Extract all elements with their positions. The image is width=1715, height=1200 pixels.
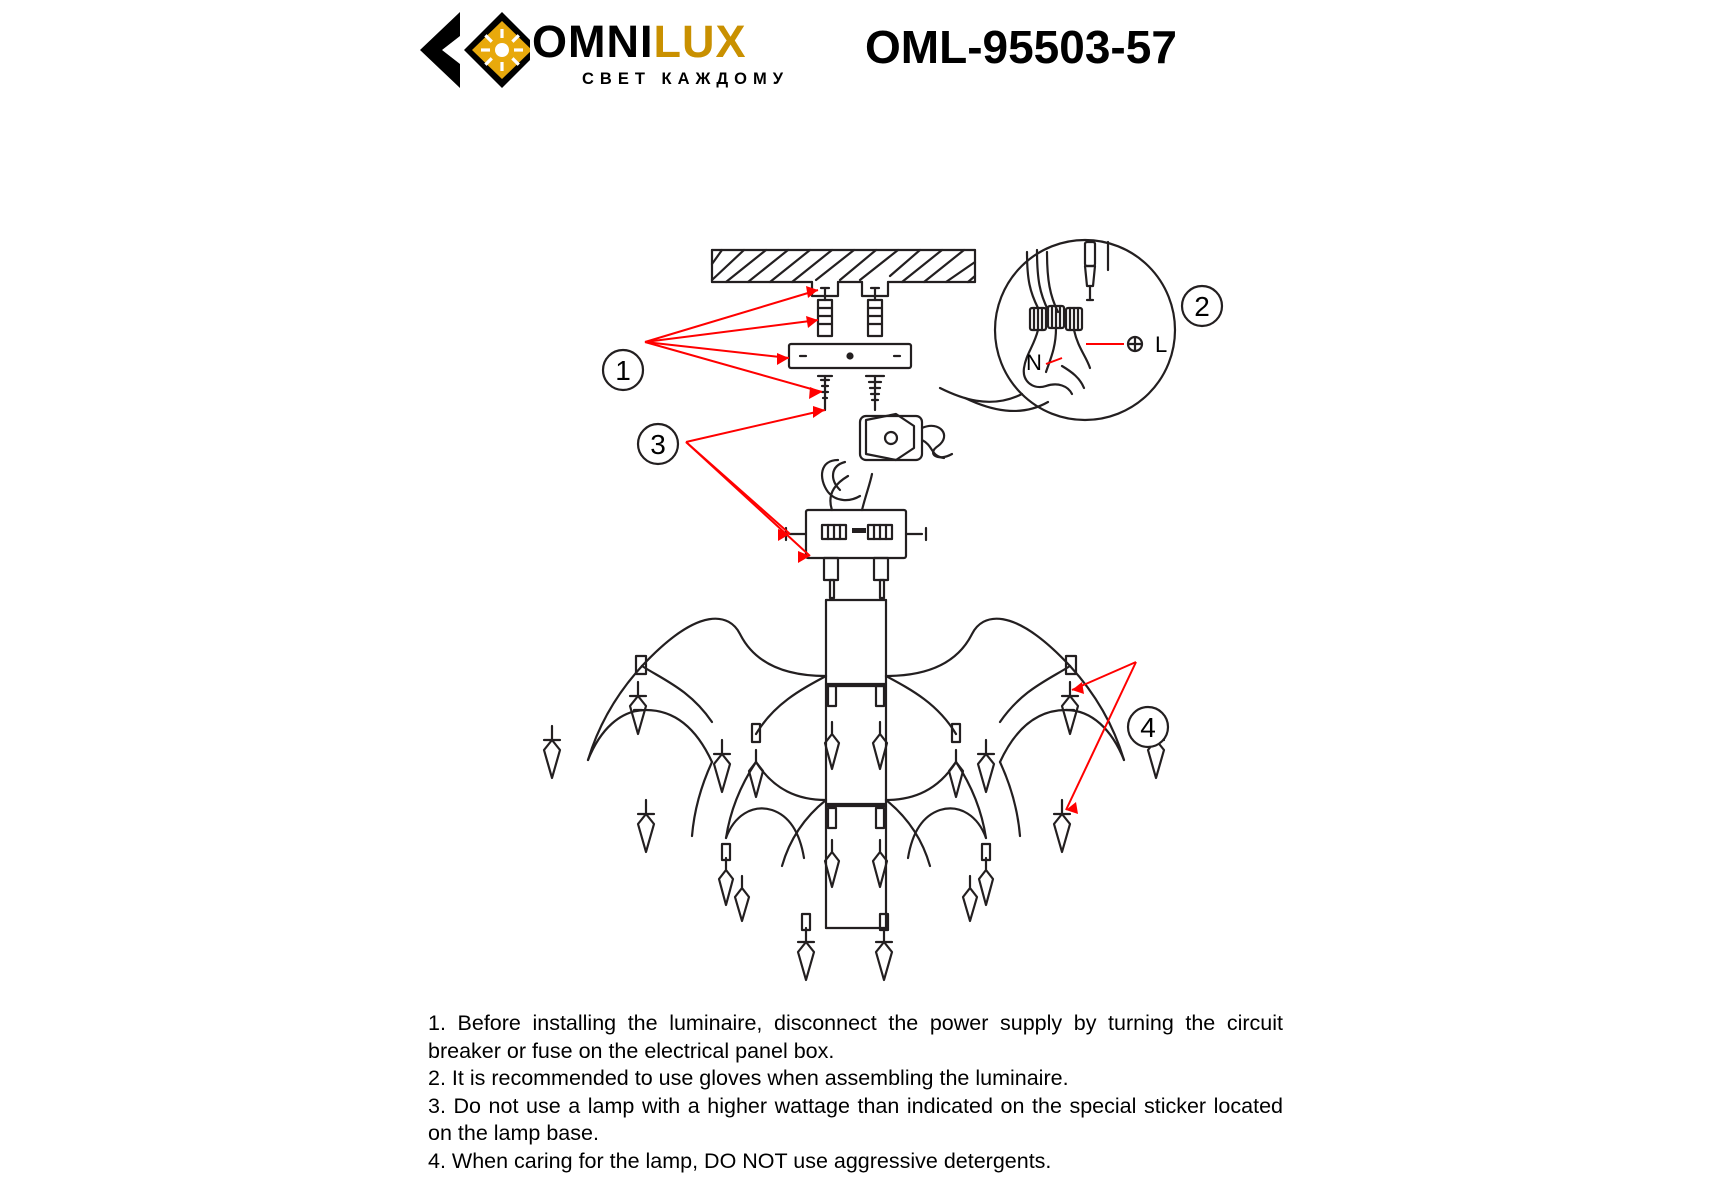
screwdriver-icon xyxy=(1085,242,1108,300)
terminal-label-live: L xyxy=(1155,332,1168,357)
note-item: 2. It is recommended to use gloves when assembling the luminaire. xyxy=(428,1066,1069,1090)
callout-1 xyxy=(603,350,643,390)
note-item: 4. When caring for the lamp, DO NOT use aggressive detergents. xyxy=(428,1148,1052,1173)
brand-wordmark xyxy=(532,18,747,66)
callout-3 xyxy=(638,424,678,464)
lamp-socket-row-1 xyxy=(636,656,1076,742)
brand-tagline: СВЕТ КАЖДОМУ xyxy=(582,70,789,88)
crystal-pendants xyxy=(544,682,1164,980)
page-header xyxy=(0,0,1715,110)
driver-box xyxy=(786,474,926,558)
chandelier-assembly xyxy=(544,558,1164,980)
brand-logo xyxy=(420,8,795,100)
ceiling-hatch xyxy=(712,250,975,296)
installation-diagram-svg xyxy=(0,110,1715,990)
callout-4 xyxy=(1128,707,1168,747)
callout-2-label: 2 xyxy=(1194,291,1210,322)
callout-3-label: 3 xyxy=(650,429,666,460)
terminal-label-neutral: N xyxy=(1026,350,1042,375)
brand-wordmark-lux: LUX xyxy=(653,16,747,67)
note-item: 1. Before installing the luminaire, disconnect the power supply by turning the circuit breaker or fuse on the electrical panel box. xyxy=(428,1011,1283,1063)
lamp-socket-row-2 xyxy=(722,808,990,930)
callout-4-label: 4 xyxy=(1140,712,1156,743)
safety-notes xyxy=(428,1010,1283,1175)
callout-2 xyxy=(1182,286,1222,326)
omnilux-logo-icon xyxy=(420,10,530,90)
brand-wordmark-omni: OMNI xyxy=(532,16,654,67)
mounting-bracket xyxy=(789,344,911,368)
note-item: 3. Do not use a lamp with a higher wattage than indicated on the special sticker located on the lamp base. xyxy=(428,1093,1283,1145)
callout-1-label: 1 xyxy=(615,355,631,386)
model-code: OML-95503-57 xyxy=(865,21,1177,73)
connector-box xyxy=(822,414,952,500)
installation-diagram xyxy=(0,110,1715,990)
screw-right xyxy=(866,376,884,410)
